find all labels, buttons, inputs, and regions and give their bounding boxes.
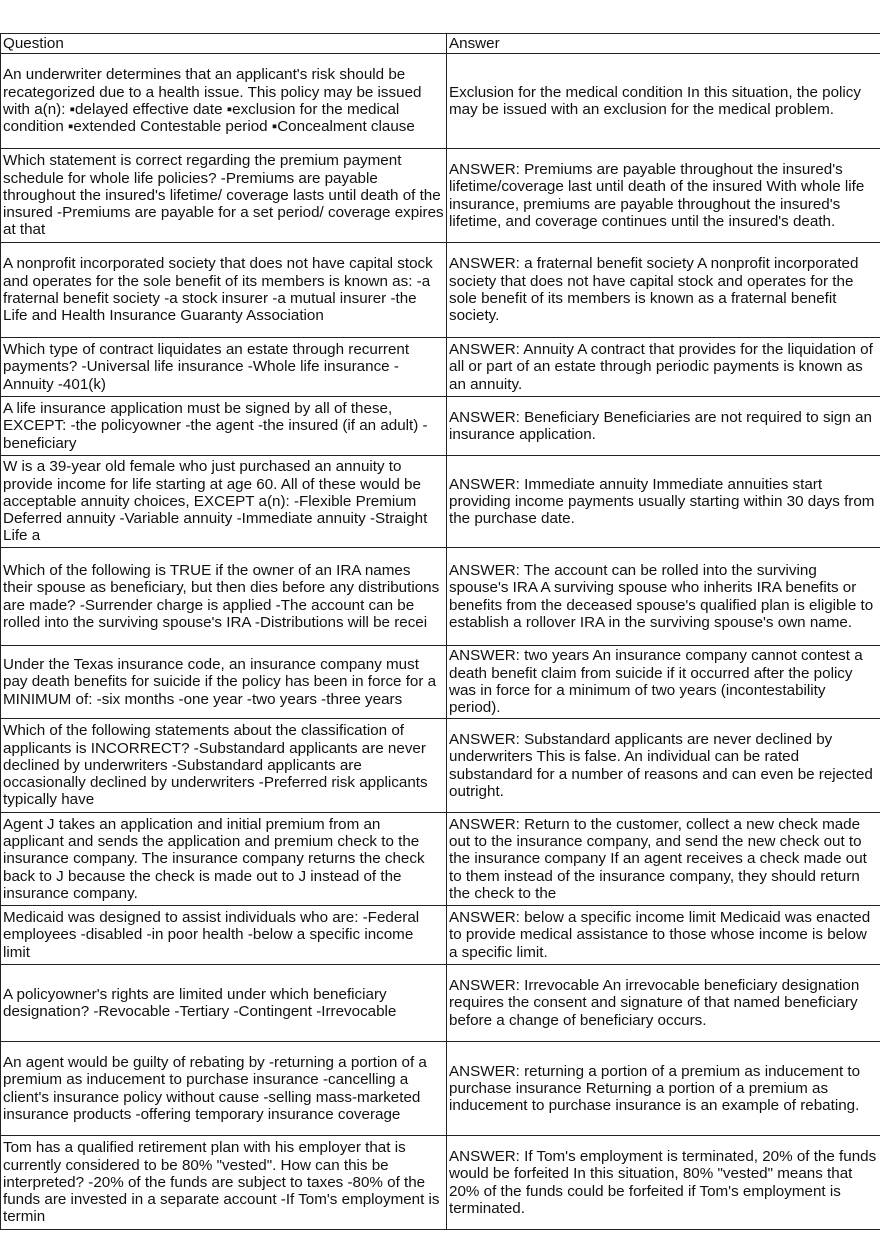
question-cell: Tom has a qualified retirement plan with his employer that is currently considered to be 80% "vested". How can this be interpreted? -20% of the funds are subject to taxes -80% of the funds are invested in a separate account -If Tom's employment is termin bbox=[1, 1136, 447, 1230]
question-cell: An agent would be guilty of rebating by -returning a portion of a premium as inducement to purchase insurance -cancelling a client's insurance policy without cause -selling mass-marketed insurance products -offering temporary insurance coverage bbox=[1, 1042, 447, 1136]
table-row bbox=[1, 1136, 880, 1230]
table-row bbox=[1, 456, 880, 548]
question-column-header: Question bbox=[1, 34, 447, 54]
question-cell: Under the Texas insurance code, an insurance company must pay death benefits for suicide if the policy has been in force for a MINIMUM of: -six months -one year -two years -three years bbox=[1, 646, 447, 719]
question-cell: An underwriter determines that an applicant's risk should be recategorized due to a health issue. This policy may be issued with a(n): ▪delayed effective date ▪exclusion for the medical condition ▪extended Contestable period ▪Concealment clause bbox=[1, 54, 447, 149]
question-cell: A nonprofit incorporated society that does not have capital stock and operates for the sole benefit of its members is known as: -a fraternal benefit society -a stock insurer -a mutual insurer -the Life and Health Insurance Guaranty Association bbox=[1, 243, 447, 338]
question-cell: Agent J takes an application and initial premium from an applicant and sends the application and premium check to the insurance company. The insurance company returns the check back to J because the check is made out to J instead of the insurance company. bbox=[1, 813, 447, 906]
table-row bbox=[1, 149, 880, 243]
answer-cell: ANSWER: Irrevocable An irrevocable beneficiary designation requires the consent and signature of that named beneficiary before a change of beneficiary occurs. bbox=[447, 965, 880, 1042]
answer-cell: ANSWER: a fraternal benefit society A nonprofit incorporated society that does not have capital stock and operates for the sole benefit of its members is known as a fraternal benefit society. bbox=[447, 243, 880, 338]
question-cell: Medicaid was designed to assist individuals who are: -Federal employees -disabled -in poor health -below a specific income limit bbox=[1, 906, 447, 965]
answer-column-header: Answer bbox=[447, 34, 880, 54]
answer-cell: ANSWER: returning a portion of a premium as inducement to purchase insurance Returning a portion of a premium as inducement to purchase insurance is an example of rebating. bbox=[447, 1042, 880, 1136]
table-row bbox=[1, 646, 880, 719]
answer-cell: ANSWER: Substandard applicants are never declined by underwriters This is false. An individual can be rated substandard for a number of reasons and can even be rejected outright. bbox=[447, 719, 880, 813]
table-row bbox=[1, 338, 880, 397]
question-cell: Which statement is correct regarding the premium payment schedule for whole life policies? -Premiums are payable throughout the insured's lifetime/ coverage lasts until death of the insured -Premiums are payable for a set period/ coverage expires at that bbox=[1, 149, 447, 243]
question-cell: W is a 39-year old female who just purchased an annuity to provide income for life starting at age 60. All of these would be acceptable annuity choices, EXCEPT a(n): -Flexible Premium Deferred annuity -Variable annuity -Immediate annuity -Straight Life a bbox=[1, 456, 447, 548]
answer-cell: ANSWER: Return to the customer, collect a new check made out to the insurance company, and send the new check out to the insurance company If an agent receives a check made out to them instead of the insurance company, they should return the check to the bbox=[447, 813, 880, 906]
answer-cell: Exclusion for the medical condition In this situation, the policy may be issued with an exclusion for the medical problem. bbox=[447, 54, 880, 149]
question-cell: Which of the following statements about the classification of applicants is INCORRECT? -Substandard applicants are never declined by underwriters -Substandard applicants are occasionally declined by underwriters -Preferred risk applicants typically have bbox=[1, 719, 447, 813]
answer-cell: ANSWER: If Tom's employment is terminated, 20% of the funds would be forfeited In this situation, 80% "vested" means that 20% of the funds could be forfeited if Tom's employment is terminated. bbox=[447, 1136, 880, 1230]
table-row bbox=[1, 397, 880, 456]
table-row bbox=[1, 548, 880, 646]
table-row bbox=[1, 813, 880, 906]
answer-cell: ANSWER: The account can be rolled into the surviving spouse's IRA A surviving spouse who inherits IRA benefits or benefits from the deceased spouse's qualified plan is eligible to establish a rollover IRA in the surviving spouse's own name. bbox=[447, 548, 880, 646]
answer-cell: ANSWER: below a specific income limit Medicaid was enacted to provide medical assistance to those whose income is below a specific limit. bbox=[447, 906, 880, 965]
table-row bbox=[1, 906, 880, 965]
answer-cell: ANSWER: Immediate annuity Immediate annuities start providing income payments usually starting within 30 days from the purchase date. bbox=[447, 456, 880, 548]
answer-cell: ANSWER: two years An insurance company cannot contest a death benefit claim from suicide if it occurred after the policy was in force for a minimum of two years (incontestability period). bbox=[447, 646, 880, 719]
answer-cell: ANSWER: Beneficiary Beneficiaries are not required to sign an insurance application. bbox=[447, 397, 880, 456]
table-header-row bbox=[1, 34, 880, 54]
table-row bbox=[1, 1042, 880, 1136]
table-row bbox=[1, 243, 880, 338]
table-row bbox=[1, 54, 880, 149]
table-row bbox=[1, 965, 880, 1042]
question-cell: A life insurance application must be signed by all of these, EXCEPT: -the policyowner -the agent -the insured (if an adult) -beneficiary bbox=[1, 397, 447, 456]
question-cell: Which of the following is TRUE if the owner of an IRA names their spouse as beneficiary, but then dies before any distributions are made? -Surrender charge is applied -The account can be rolled into the surviving spouse's IRA -Distributions will be recei bbox=[1, 548, 447, 646]
question-cell: A policyowner's rights are limited under which beneficiary designation? -Revocable -Tertiary -Contingent -Irrevocable bbox=[1, 965, 447, 1042]
qa-table bbox=[0, 33, 880, 1230]
answer-cell: ANSWER: Premiums are payable throughout the insured's lifetime/coverage last until death of the insured With whole life insurance, premiums are payable throughout the insured's lifetime, and coverage continues until the insured's death. bbox=[447, 149, 880, 243]
table-row bbox=[1, 719, 880, 813]
document-page bbox=[0, 33, 880, 1230]
question-cell: Which type of contract liquidates an estate through recurrent payments? -Universal life insurance -Whole life insurance -Annuity -401(k) bbox=[1, 338, 447, 397]
answer-cell: ANSWER: Annuity A contract that provides for the liquidation of all or part of an estate through periodic payments is known as an annuity. bbox=[447, 338, 880, 397]
